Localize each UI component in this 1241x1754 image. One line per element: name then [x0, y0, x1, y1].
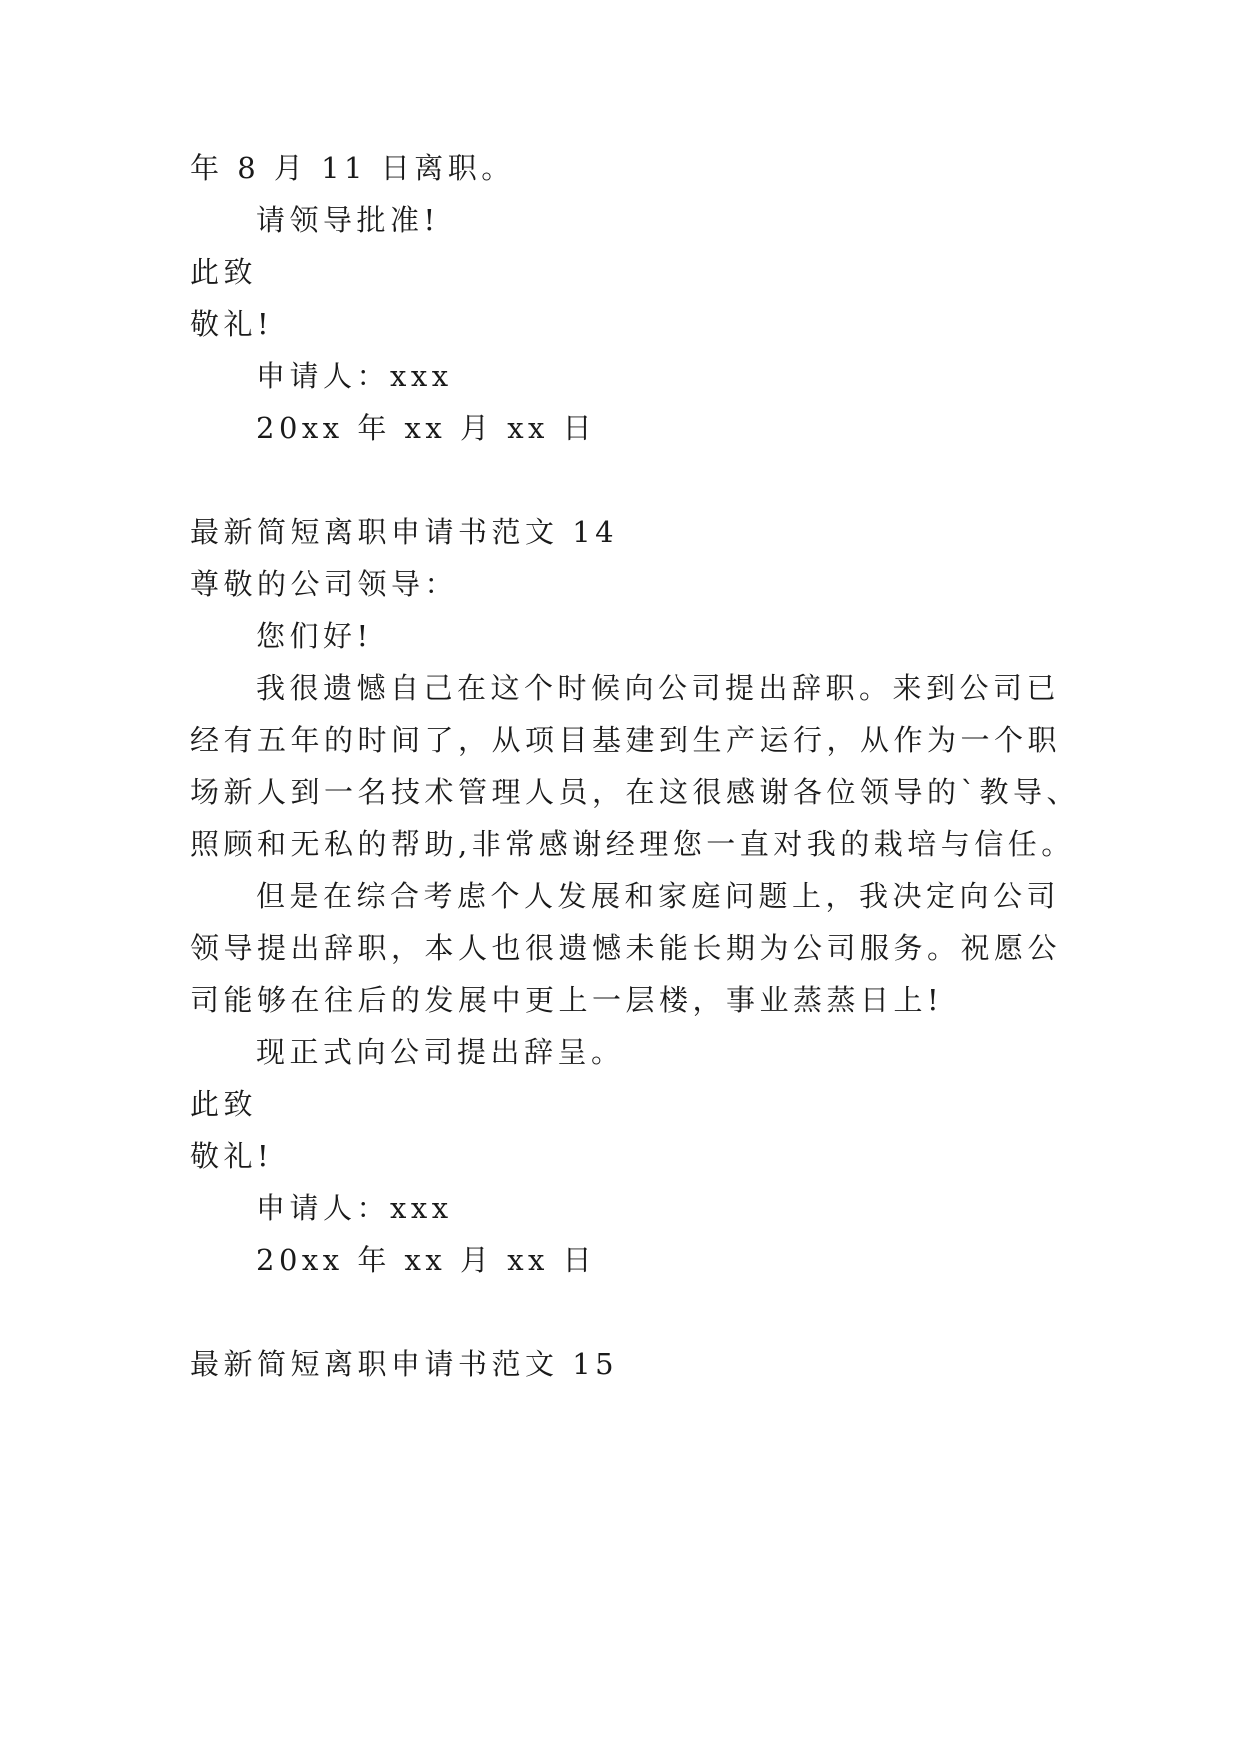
applicant-line: 申请人：xxx: [256, 1191, 453, 1225]
paragraph-line: 我很遗憾自己在这个时候向公司提出辞职。来到公司已: [256, 671, 1061, 705]
paragraph-line: 经有五年的时间了，从项目基建到生产运行，从作为一个职: [190, 723, 1062, 757]
greeting: 您们好!: [256, 619, 373, 653]
section-title: 最新简短离职申请书范文 14: [190, 515, 619, 549]
salutation: 尊敬的公司领导：: [190, 567, 459, 601]
paragraph-line: 司能够在往后的发展中更上一层楼，事业蒸蒸日上!: [190, 983, 944, 1017]
applicant-line: 申请人：xxx: [256, 359, 453, 393]
request-line: 请领导批准!: [256, 203, 440, 237]
paragraph-line: 场新人到一名技术管理人员，在这很感谢各位领导的`教导、: [190, 775, 1081, 809]
paragraph-line: 现正式向公司提出辞呈。: [256, 1035, 625, 1069]
paragraph-line: 但是在综合考虑个人发展和家庭问题上，我决定向公司: [256, 879, 1061, 913]
section-title: 最新简短离职申请书范文 15: [190, 1347, 619, 1381]
closing-line: 此致: [190, 1087, 258, 1121]
closing-salute: 敬礼!: [190, 307, 274, 341]
closing-salute: 敬礼!: [190, 1139, 274, 1173]
signature-date: 20xx 年 xx 月 xx 日: [256, 411, 597, 445]
closing-line: 此致: [190, 255, 258, 289]
paragraph-line: 照顾和无私的帮助,非常感谢经理您一直对我的栽培与信任。: [190, 827, 1075, 861]
signature-date: 20xx 年 xx 月 xx 日: [256, 1243, 597, 1277]
paragraph-line: 领导提出辞职，本人也很遗憾未能长期为公司服务。祝愿公: [190, 931, 1062, 965]
date-line: 年 8 月 11 日离职。: [190, 151, 515, 185]
